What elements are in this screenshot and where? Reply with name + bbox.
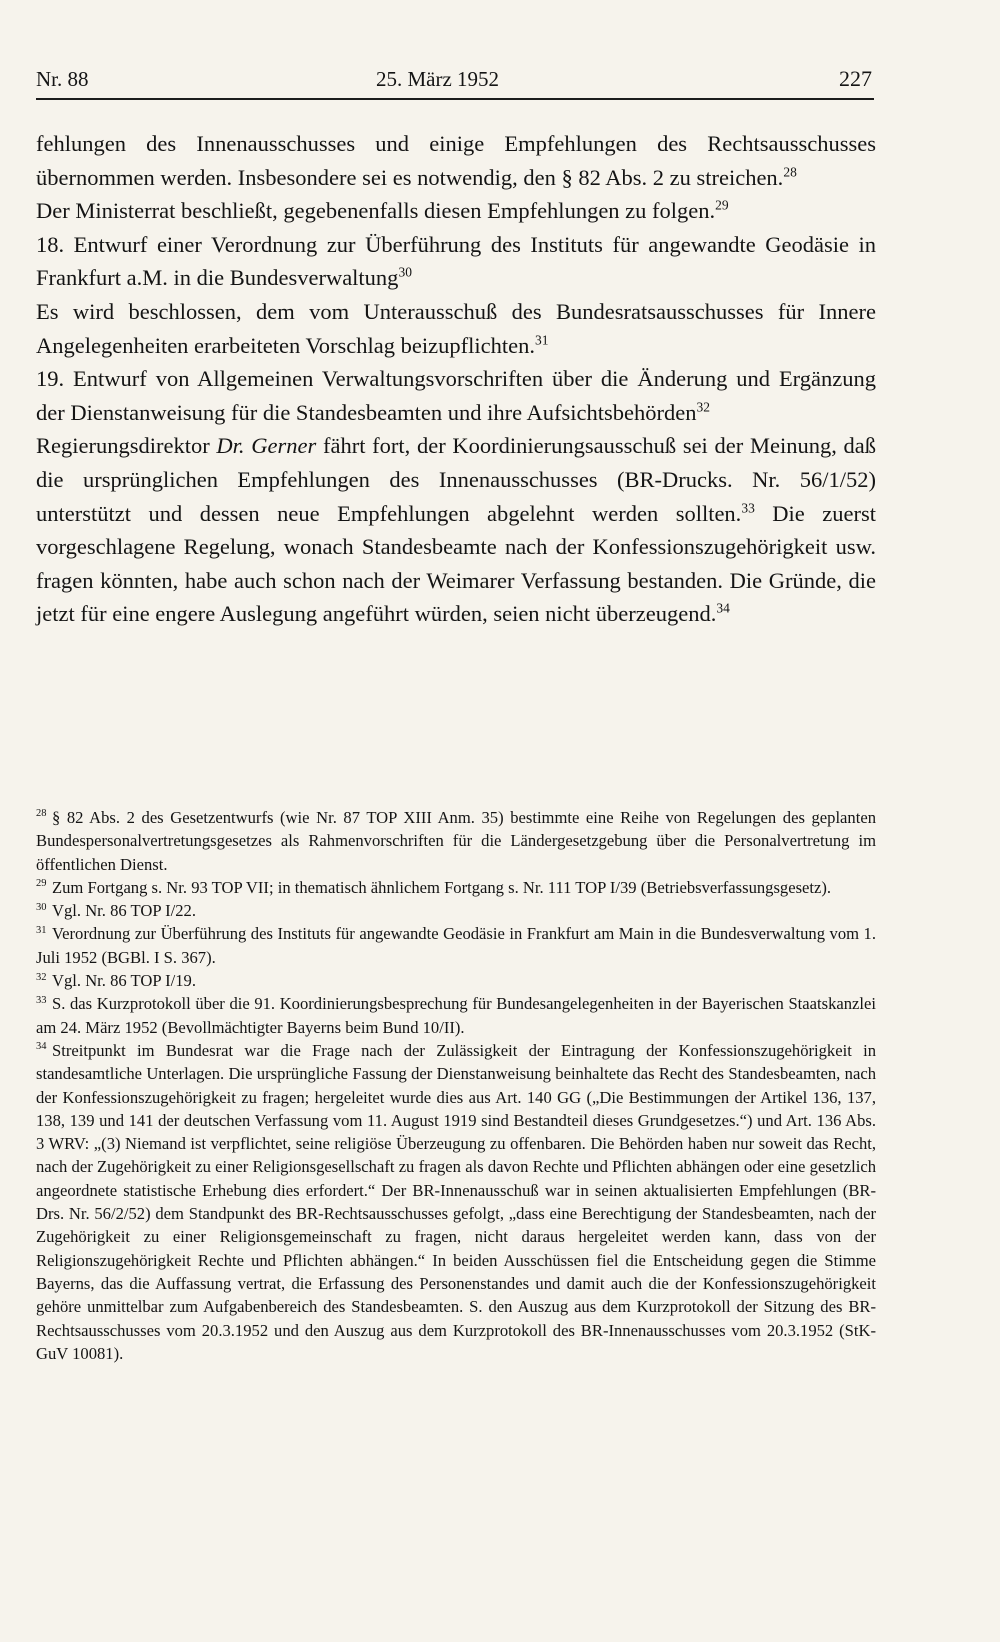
footnote-ref: 31: [534, 332, 549, 348]
person-title: Dr.: [216, 433, 245, 459]
footnote: 34 Streitpunkt im Bundesrat war die Frage nach der Zulässigkeit der Eintragung der Konfessionszugehörigkeit in standesamtliche Unterlagen. Die ursprüngliche Fassung der Dienstanweisung beinhaltete das Recht des Standesbeamten, nach der Konfessionszugehörigkeit zu fragen; hergeleitet wurde dies aus Art. 140 GG („Die Bestimmungen der Artikel 136, 137, 138, 139 und 141 der deutschen Verfassung vom 11. August 1919 sind Bestandteil dieses Grundgesetzes.“) und Art. 136 Abs. 3 WRV: „(3) Niemand ist verpflichtet, seine religiöse Überzeugung zu offenbaren. Die Behörden haben nur soweit das Recht, nach der Zugehörigkeit zu einer Religionsgesellschaft zu fragen als davon Rechte und Pflichten abhängen oder eine gesetzlich angeordnete statistische Erhebung dies erfordert.“ Der BR-Innenausschuß war in seinen aktualisierten Empfehlungen (BR-Drs. Nr. 56/2/52) dem Standpunkt des BR-Rechtsausschusses gefolgt, „dass eine Berechtigung der Standesbeamten, nach der Zugehörigkeit zu einer Religionsgemeinschaft zu fragen, nicht daraus hergeleitet werden kann, dass von der Religionszugehörigkeit Rechte und Pflichten abhängen.“ In beiden Ausschüssen fiel die Entscheidung gegen die Stimme Bayerns, das die Auffassung vertrat, die Erfassung des Personenstandes und damit auch die der Konfessionszugehörigkeit gehöre unmittelbar zum Aufgabenbereich des Standesbeamten. S. den Auszug aus dem Kurzprotokoll der Sitzung des BR-Rechtsausschusses vom 20.3.1952 und den Auszug aus dem Kurzprotokoll des BR-Innenausschusses vom 20.3.1952 (StK-GuV 10081).: [36, 1040, 876, 1363]
footnote-ref: 33: [741, 500, 755, 516]
paragraph-resolution: Es wird beschlossen, dem vom Unterausschuß des Bundesratsausschusses für Innere Angelegenheiten erarbeiteten Vorschlag beizupflichten.$^{31}$: [36, 298, 876, 358]
footnote-ref: 34: [716, 600, 730, 616]
footnote-text: Vgl. Nr. 86 TOP I/22.: [52, 901, 196, 921]
main-text: [36, 127, 876, 631]
paragraph-discussion: Regierungsdirektor Dr. Gerner fährt fort, der Koordinierungsausschuß sei der Meinung, daß die ursprünglichen Empfehlungen des Innenausschusses (BR-Drucks. Nr. 56/1/52) unterstützt und dessen neue Empfehlungen abgelehnt werden sollten.$^{33}$ Die zuerst vorgeschlagene Regelung, wonach Standesbeamte nach der Konfessionszugehörigkeit usw. fragen könnten, habe auch schon nach der Weimarer Verfassung bestanden. Die Gründe, die jetzt für eine engere Auslegung angeführt würden, seien nicht überzeugend.$^{34}$: [36, 433, 877, 627]
footnote-text: S. das Kurzprotokoll über die 91. Koordinierungsbesprechung für Bundesangelegenheiten in der Bayerischen Staatskanzlei am 24. März 1952 (Bevollmächtigter Bayerns beim Bund 10/II).: [36, 994, 876, 1037]
agenda-item-19: 19. Entwurf von Allgemeinen Verwaltungsvorschriften über die Änderung und Ergänzung der Dienstanweisung für die Standesbeamten und ihre Aufsichtsbehörden$^{32}$: [36, 366, 876, 425]
page-header: [36, 66, 874, 100]
footnote-ref: 29: [715, 197, 729, 213]
footnote: 30 Vgl. Nr. 86 TOP I/22.: [36, 901, 196, 921]
footnote: 33 S. das Kurzprotokoll über die 91. Koordinierungsbesprechung für Bundesangelegenheiten in der Bayerischen Staatskanzlei am 24. März 1952 (Bevollmächtigter Bayerns beim Bund 10/II).: [36, 994, 876, 1037]
paragraph-continuation: fehlungen des Innenausschusses und einige Empfehlungen des Rechtsausschusses übernommen werden. Insbesondere sei es notwendig, den § 82 Abs. 2 zu streichen.$^{28}$: [36, 131, 876, 190]
agenda-item-18: 18. Entwurf einer Verordnung zur Überführung des Instituts für angewandte Geodäsie in Frankfurt a.M. in die Bundesverwaltung$^{30}$: [36, 231, 876, 291]
person-name: Gerner: [251, 433, 317, 459]
footnote-text: Streitpunkt im Bundesrat war die Frage nach der Zulässigkeit der Eintragung der Konfessionszugehörigkeit in standesamtliche Unterlagen. Die ursprüngliche Fassung der Dienstanweisung beinhaltete das Recht des Standesbeamten, nach der Konfessionszugehörigkeit zu fragen; hergeleitet wurde dies aus Art. 140 GG („Die Bestimmungen der Artikel 136, 137, 138, 139 und 141 der deutschen Verfassung vom 11. August 1919 sind Bestandteil dieses Grundgesetzes.“) und Art. 136 Abs. 3 WRV: „(3) Niemand ist verpflichtet, seine religiöse Überzeugung zu offenbaren. Die Behörden haben nur soweit das Recht, nach der Zugehörigkeit zu einer Religionsgesellschaft zu fragen als davon Rechte und Pflichten abhängen oder eine gesetzlich angeordnete statistische Erhebung dies erfordert.“ Der BR-Innenausschuß war in seinen aktualisierten Empfehlungen (BR-Drs. Nr. 56/2/52) dem Standpunkt des BR-Rechtsausschusses gefolgt, „dass eine Berechtigung der Standesbeamten, nach der Zugehörigkeit zu einer Religionsgemeinschaft zu fragen, nicht daraus hergeleitet werden kann, dass von der Religionszugehörigkeit Rechte und Pflichten abhängen.“ In beiden Ausschüssen fiel die Entscheidung gegen die Stimme Bayerns, das die Auffassung vertrat, die Erfassung des Personenstandes und damit auch die der Konfessionszugehörigkeit gehöre unmittelbar zum Aufgabenbereich des Standesbeamten. S. den Auszug aus dem Kurzprotokoll der Sitzung des BR-Rechtsausschusses vom 20.3.1952 und den Auszug aus dem Kurzprotokoll des BR-Innenausschusses vom 20.3.1952 (StK-GuV 10081).: [36, 1040, 876, 1363]
header-date: 25. März 1952: [376, 67, 500, 91]
paragraph-decision: Der Ministerrat beschließt, gegebenenfalls diesen Empfehlungen zu folgen.$^{29}$: [36, 197, 729, 224]
footnote-text: Verordnung zur Überführung des Instituts für angewandte Geodäsie in Frankfurt am Main in die Bundesverwaltung vom 1. Juli 1952 (BGBl. I S. 367).: [36, 924, 876, 967]
footnote-ref: 30: [398, 264, 412, 280]
page-number: 227: [839, 66, 872, 91]
document-number: Nr. 88: [36, 67, 89, 91]
footnote-ref: 28: [783, 164, 797, 180]
footnote: 29 Zum Fortgang s. Nr. 93 TOP VII; in thematisch ähnlichem Fortgang s. Nr. 111 TOP I/39 (Betriebsverfassungsgesetz).: [36, 877, 832, 897]
footnote: 28 § 82 Abs. 2 des Gesetzentwurfs (wie Nr. 87 TOP XIII Anm. 35) bestimmte eine Reihe von Regelungen des geplanten Bundespersonalvertretungsgesetzes als Rahmenvorschriften für die Ländergesetzgebung über die Personalvertretung im öffentlichen Dienst.: [36, 808, 876, 874]
footnote: 32 Vgl. Nr. 86 TOP I/19.: [36, 971, 196, 991]
footnote: 31 Verordnung zur Überführung des Instituts für angewandte Geodäsie in Frankfurt am Main in die Bundesverwaltung vom 1. Juli 1952 (BGBl. I S. 367).: [36, 924, 876, 967]
footnote-ref: 32: [696, 399, 710, 415]
footnotes: [36, 806, 876, 1365]
footnote-text: Vgl. Nr. 86 TOP I/19.: [52, 971, 196, 991]
footnote-text: Zum Fortgang s. Nr. 93 TOP VII; in thematisch ähnlichem Fortgang s. Nr. 111 TOP I/39 (Betriebsverfassungsgesetz).: [52, 877, 832, 897]
footnote-text: § 82 Abs. 2 des Gesetzentwurfs (wie Nr. 87 TOP XIII Anm. 35) bestimmte eine Reihe von Regelungen des geplanten Bundespersonalvertretungsgesetzes als Rahmenvorschriften für die Ländergesetzgebung über die Personalvertretung im öffentlichen Dienst.: [36, 808, 876, 874]
